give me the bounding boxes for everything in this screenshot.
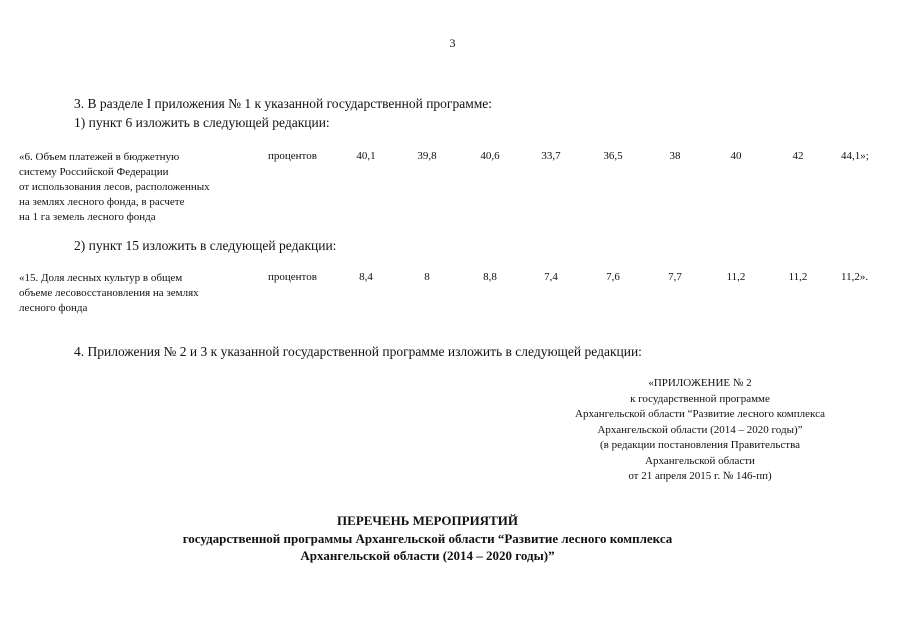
- label-line: лесного фонда: [19, 302, 88, 314]
- indicator-row-6-label: [19, 150, 254, 225]
- unit-cell: процентов: [268, 150, 317, 162]
- value-cell: 38: [669, 150, 681, 162]
- value-cell: 33,7: [541, 150, 561, 162]
- label-line: на 1 га земель лесного фонда: [19, 211, 156, 223]
- section-3-item-2: 2) пункт 15 изложить в следующей редакции:: [74, 238, 337, 253]
- heading-line: Архангельской области (2014 – 2020 годы)”: [300, 548, 555, 563]
- label-line: объеме лесовосстановления на землях: [19, 287, 199, 299]
- label-line: от использования лесов, расположенных: [19, 181, 210, 193]
- label-line: «6. Объем платежей в бюджетную: [19, 151, 180, 163]
- indicator-row-15-label: [19, 271, 254, 316]
- label-line: «15. Доля лесных культур в общем: [19, 272, 183, 284]
- section-3-intro: 3. В разделе I приложения № 1 к указанной государственной программе:: [74, 96, 493, 111]
- annex-stamp: [520, 376, 880, 485]
- document-heading: [0, 512, 855, 565]
- heading-title: ПЕРЕЧЕНЬ МЕРОПРИЯТИЙ: [337, 513, 518, 528]
- value-cell: 7,6: [606, 271, 620, 283]
- label-line: на землях лесного фонда, в расчете: [19, 196, 185, 208]
- value-cell: 42: [792, 150, 804, 162]
- annex-line: от 21 апреля 2015 г. № 146-пп): [628, 470, 772, 482]
- value-cell: 7,7: [668, 271, 682, 283]
- value-cell: 40,6: [480, 150, 500, 162]
- unit-cell: процентов: [268, 271, 317, 283]
- value-cell: 7,4: [544, 271, 558, 283]
- value-cell: 40,1: [356, 150, 376, 162]
- annex-line: Архангельской области: [645, 454, 755, 467]
- annex-line: Архангельской области (2014 – 2020 годы)”: [597, 423, 803, 436]
- value-cell: 11,2».: [841, 271, 869, 283]
- page-number: 3: [449, 36, 456, 50]
- section-4-text: 4. Приложения № 2 и 3 к указанной государственной программе изложить в следующей редакции:: [74, 344, 642, 359]
- label-line: систему Российской Федерации: [19, 166, 169, 178]
- annex-line: (в редакции постановления Правительства: [599, 439, 801, 451]
- value-cell: 40: [730, 150, 742, 162]
- value-cell: 44,1»;: [841, 150, 869, 162]
- value-cell: 11,2: [788, 271, 808, 283]
- annex-line: Архангельской области “Развитие лесного комплекса: [575, 408, 825, 420]
- value-cell: 8: [424, 271, 430, 283]
- annex-line: «ПРИЛОЖЕНИЕ № 2: [648, 377, 752, 389]
- value-cell: 8,8: [483, 271, 497, 283]
- section-3-item-1: 1) пункт 6 изложить в следующей редакции:: [74, 115, 330, 130]
- annex-line: к государственной программе: [630, 392, 770, 405]
- value-cell: 36,5: [603, 150, 623, 162]
- heading-line: государственной программы Архангельской области “Развитие лесного комплекса: [182, 530, 673, 546]
- value-cell: 8,4: [359, 271, 373, 283]
- value-cell: 39,8: [417, 150, 437, 162]
- value-cell: 11,2: [726, 271, 746, 283]
